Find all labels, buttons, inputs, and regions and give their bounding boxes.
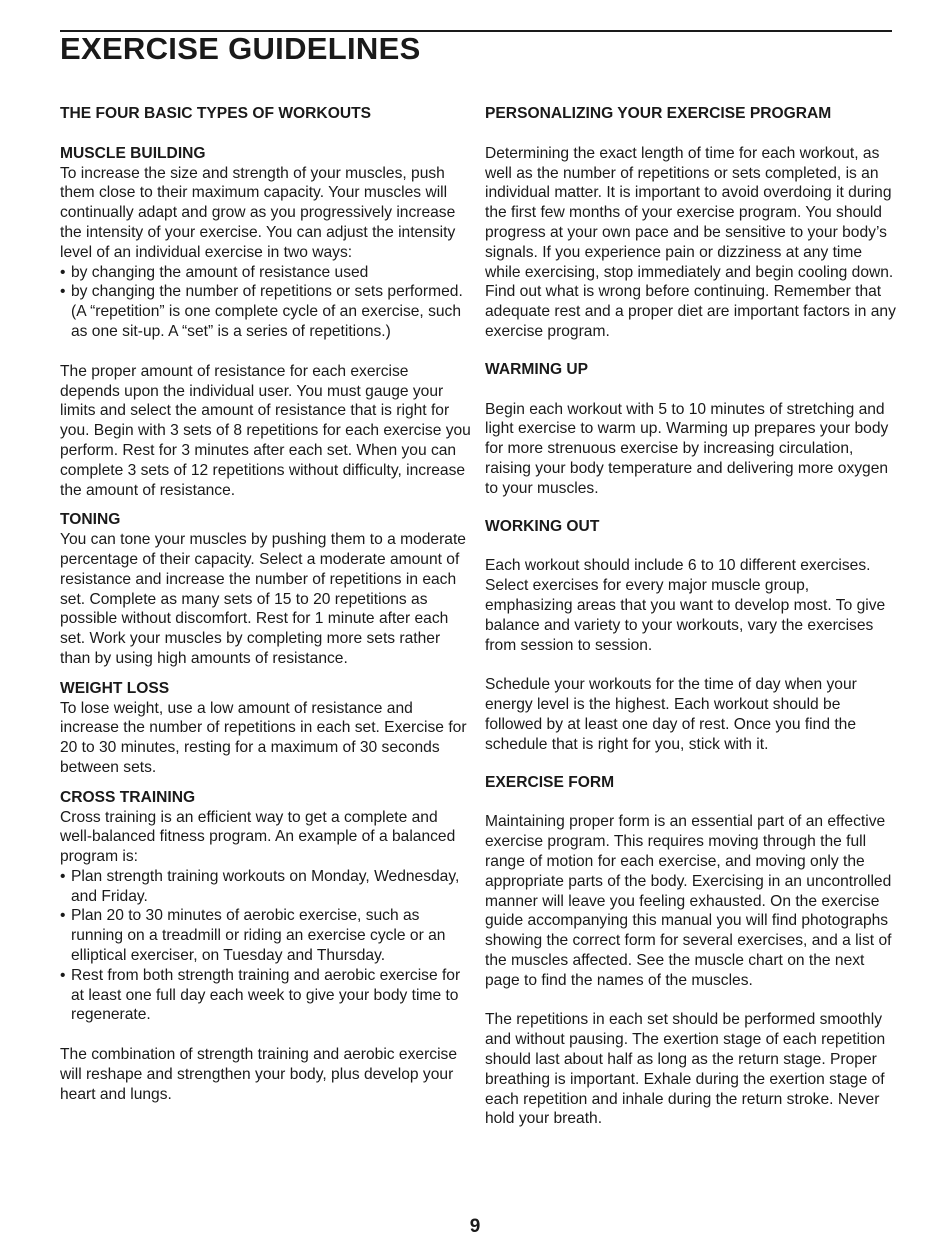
subheading-cross-training: CROSS TRAINING <box>60 788 196 806</box>
page-number: 9 <box>469 1216 481 1237</box>
exercise-form-paragraph-2: The repetitions in each set should be performed smoothly and without pausing. The exertion stage of each repetition should last about half as long as the return stage. Proper breathing is important. Exhale during the exertion stage of each repetition and inhale during the return stroke. Never hold your breath. <box>485 1011 886 1128</box>
warming-up-paragraph: Begin each workout with 5 to 10 minutes of stretching and light exercise to warm up. Warming up prepares your body for more strenuous exercise by increasing circulation, raising your body temperature and delivering more oxygen to your muscles. <box>485 400 889 497</box>
left-column <box>60 104 472 1105</box>
muscle-building-intro: To increase the size and strength of your muscles, push them close to their maximum capacity. Your muscles will continually adapt and grow as you progressively increase the intensity of your exercise. You can adjust the intensity level of an individual exercise in two ways: <box>60 164 456 261</box>
section-heading-warming-up: WARMING UP <box>485 360 589 378</box>
list-item: • Plan 20 to 30 minutes of aerobic exercise, such as running on a treadmill or riding an exercise cycle or an elliptical exerciser, on Tuesday and Thursday. <box>60 906 472 965</box>
muscle-building-list <box>60 263 472 342</box>
weight-loss-paragraph: To lose weight, use a low amount of resistance and increase the number of repetitions in each set. Exercise for 20 to 30 minutes, resting for a maximum of 30 seconds between sets. <box>60 699 467 776</box>
working-out-paragraph-1: Each workout should include 6 to 10 different exercises. Select exercises for every major muscle group, emphasizing areas that you want to develop most. To give balance and variety to your workouts, vary the exercises from session to session. <box>485 557 886 654</box>
subheading-weight-loss: WEIGHT LOSS <box>60 679 170 697</box>
list-item: • by changing the number of repetitions or sets performed. (A “repetition” is one complete cycle of an exercise, such as one sit-up. A “set” is a series of repetitions.) <box>60 282 472 341</box>
section-heading-working-out: WORKING OUT <box>485 517 600 535</box>
page-title: EXERCISE GUIDELINES <box>60 31 421 66</box>
cross-training-closing: The combination of strength training and aerobic exercise will reshape and strengthen your body, plus develop your heart and lungs. <box>60 1046 458 1103</box>
subheading-toning: TONING <box>60 511 121 529</box>
personalizing-paragraph: Determining the exact length of time for each workout, as well as the number of repetitions or sets completed, is an individual matter. It is important to avoid overdoing it during the first few months of your exercise program. You should progress at your own pace and be sensitive to your body’s signals. If you experience pain or dizziness at any time while exercising, stop immediately and begin cooling down. Find out what is wrong before continuing. Remember that adequate rest and a proper diet are important factors in any exercise program. <box>485 144 896 340</box>
subheading-muscle-building: MUSCLE BUILDING <box>60 144 206 162</box>
list-item: • by changing the amount of resistance used <box>60 263 472 283</box>
section-heading-personalizing: PERSONALIZING YOUR EXERCISE PROGRAM <box>485 105 832 122</box>
right-column <box>485 104 897 1129</box>
cross-training-list <box>60 867 472 1025</box>
list-item: • Rest from both strength training and aerobic exercise for at least one full day each week to give your body time to regenerate. <box>60 966 472 1025</box>
muscle-building-resistance-paragraph: The proper amount of resistance for each exercise depends upon the individual user. You must gauge your limits and select the amount of resistance that is right for you. Begin with 3 sets of 8 repetitions for each exercise you perform. Rest for 3 minutes after each set. When you can complete 3 sets of 12 repetitions without difficulty, increase the amount of resistance. <box>60 362 471 499</box>
cross-training-intro: Cross training is an efficient way to get a complete and well-balanced fitness program. An example of a balanced program is: <box>60 808 456 866</box>
section-heading-exercise-form: EXERCISE FORM <box>485 773 615 791</box>
toning-paragraph: You can tone your muscles by pushing them to a moderate percentage of their capacity. Select a moderate amount of resistance and increase the number of repetitions in each set. Complete as many sets of 15 to 20 repetitions as possible without discomfort. Rest for 1 minute after each set. Work your muscles by completing more sets rather than by using high amounts of resistance. <box>60 531 466 667</box>
exercise-form-paragraph-1: Maintaining proper form is an essential part of an effective exercise program. This requires moving through the full range of motion for each exercise, and moving only the appropriate parts of the body. Exercising in an uncontrolled manner will leave you feeling exhausted. On the exercise guide accompanying this manual you will find photographs showing the correct form for several exercises, and a list of the muscles affected. See the muscle chart on the next page to find the names of the muscles. <box>485 813 892 989</box>
list-item: • Plan strength training workouts on Monday, Wednesday, and Friday. <box>60 867 472 907</box>
section-heading-workout-types: THE FOUR BASIC TYPES OF WORKOUTS <box>60 105 372 122</box>
working-out-paragraph-2: Schedule your workouts for the time of day when your energy level is the highest. Each workout should be followed by at least one day of rest. Once you find the schedule that is right for you, stick with it. <box>485 676 857 753</box>
